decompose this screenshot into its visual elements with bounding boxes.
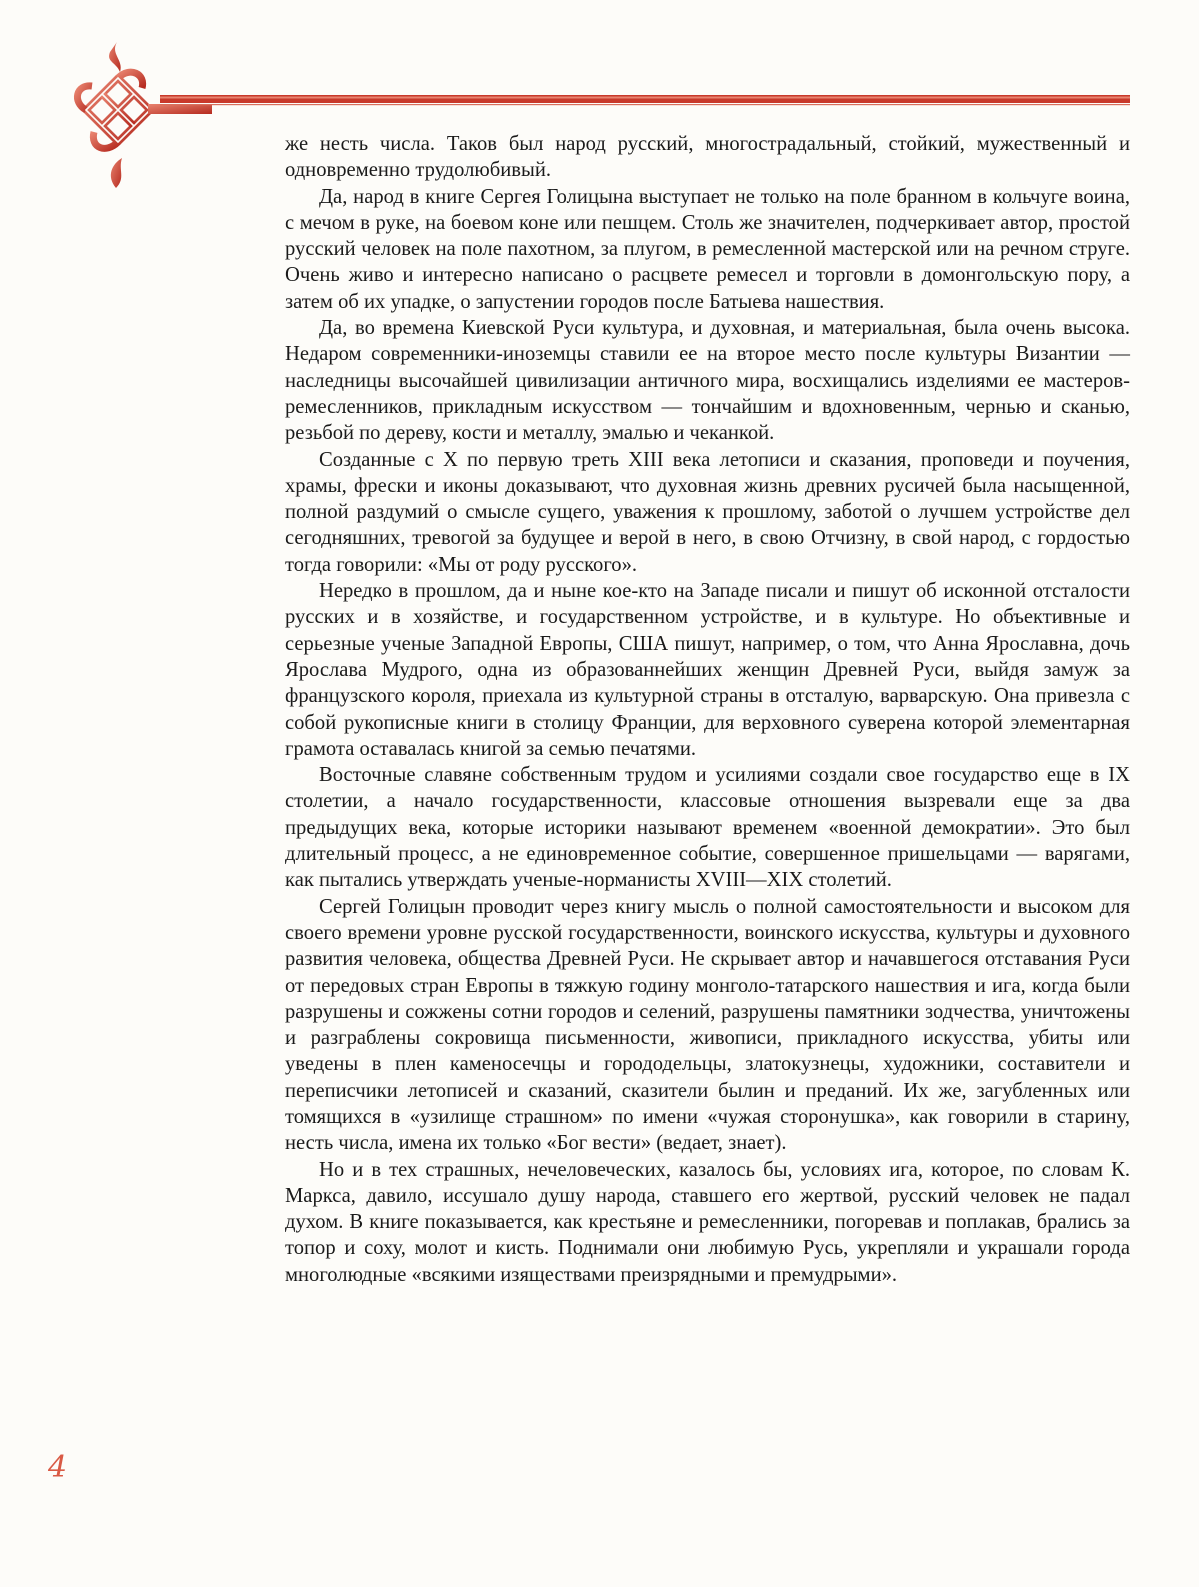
paragraph: Нередко в прошлом, да и ныне кое-кто на Западе писали и пишут об исконной отсталости русских и в хозяйстве, и государственном устройстве, и в культуре. Но объективные и серьезные ученые Западной Европы, США пишут, например, о том, что Анна Ярославна, дочь Ярослава Мудрого, одна из образованнейших женщин Древней Руси, выйдя замуж за французского короля, приехала из культурной страны в отсталую, варварскую. Она привезла с собой рукописные книги в столицу Франции, для верховного суверена которой элементарная грамота оставалась книгой за семью печатями. bbox=[285, 580, 1130, 760]
celtic-knot-icon bbox=[72, 38, 212, 190]
paragraph: Да, народ в книге Сергея Голицына выступает не только на поле бранном в кольчуге воина, с мечом в руке, на боевом коне или пешцем. Столь же значителен, подчеркивает автор, простой русский человек на поле пахотном, за плугом, в ремесленной мастерской или на речном струге. Очень живо и интересно написано о расцвете ремесел и торговли в домонгольскую пору, а затем об их упадке, о запустении городов после Батыева нашествия. bbox=[285, 185, 1130, 313]
header-rule bbox=[160, 91, 1130, 107]
page-number: 4 bbox=[48, 1450, 68, 1485]
paragraph: Но и в тех страшных, нечеловеческих, казалось бы, условиях ига, которое, по словам К. Маркса, давило, иссушало душу народа, ставшего его жертвой, русский человек не падал духом. В книге показывается, как крестьяне и ремесленники, погоревав и поплакав, брались за топор и соху, молот и кисть. Поднимали они любимую Русь, укрепляли и украшали города многолюдные «всякими изяществами преизрядными и премудрыми». bbox=[285, 1158, 1130, 1286]
body-text bbox=[285, 131, 1130, 1288]
paragraph: Да, во времена Киевской Руси культура, и духовная, и материальная, была очень высока. Недаром современники-иноземцы ставили ее на второе место после культуры Византии — наследницы высочайшей цивилизации античного мира, восхищались изделиями ее мастеров-ремесленников, прикладным искусством — тончайшим и вдохновенным, чернью и сканью, резьбой по дереву, кости и металлу, эмалью и чеканкой. bbox=[285, 317, 1130, 445]
paragraph: Восточные славяне собственным трудом и усилиями создали свое государство еще в IX столетии, а начало государственности, классовые отношения вызревали еще за два предыдущих века, которые историки называют временем «военной демократии». Это был длительный процесс, а не единовременное событие, совершенное пришельцами — варягами, как пытались утверждать ученые-норманисты XVIII—XIX столетий. bbox=[285, 764, 1130, 892]
paragraph: же несть числа. Таков был народ русский, многострадальный, стойкий, мужественный и одновременно трудолюбивый. bbox=[285, 133, 1130, 182]
paragraph: Сергей Голицын проводит через книгу мысль о полной самостоятельности и высоком для своего времени уровне русской государственности, воинского искусства, культуры и духовного развития человека, общества Древней Руси. Не скрывает автор и начавшегося отставания Руси от передовых стран Европы в тяжкую годину монголо-татарского нашествия и ига, когда были разрушены и сожжены сотни городов и селений, разрушены памятники зодчества, уничтожены и разграблены сокровища письменности, живописи, прикладного искусства, убиты или уведены в плен каменосечцы и горододельцы, златокузнецы, художники, составители и переписчики летописей и сказаний, сказители былин и преданий. Их же, загубленных или томящихся в «узилище страшном» по имени «чужая сторонушка», как говорили в старину, несть числа, имена их только «Бог вести» (ведает, знает). bbox=[285, 895, 1130, 1155]
paragraph: Созданные с X по первую треть XIII века летописи и сказания, проповеди и поучения, храмы, фрески и иконы доказывают, что духовная жизнь древних русичей была насыщенной, полной раздумий о смысле сущего, уважения к прошлому, заботой о лучшем устройстве дел сегодняшних, тревогой за будущее и верой в него, в свою Отчизну, в свой народ, с гордостью тогда говорили: «Мы от роду русского». bbox=[285, 448, 1130, 576]
